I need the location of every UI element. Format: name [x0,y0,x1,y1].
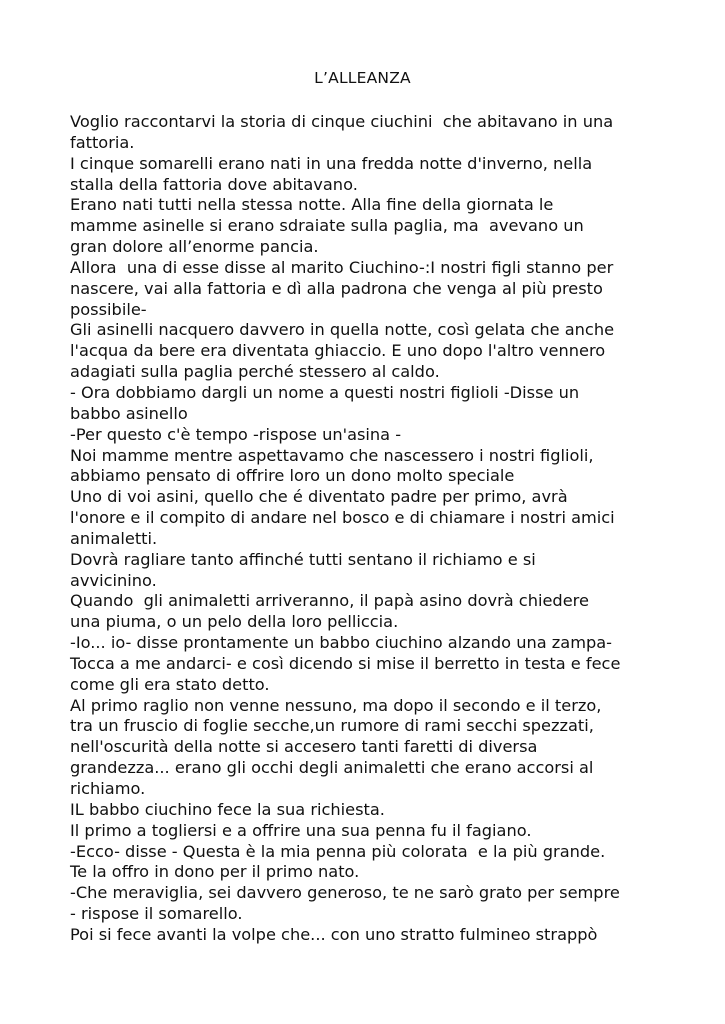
text-line: stalla della fattoria dove abitavano. [70,174,358,194]
text-line: - Ora dobbiamo dargli un nome a questi nostri figlioli -Disse un [70,382,580,402]
text-line: babbo asinello [70,403,188,423]
text-line: Poi si fece avanti la volpe che... con uno stratto fulmineo strappò [70,924,598,944]
text-line: adagiati sulla paglia perché stessero al caldo. [70,362,440,382]
text-line: -Che meraviglia, sei davvero generoso, te ne sarò grato per sempre [70,883,620,903]
document-title: L’ALLEANZA [314,69,411,87]
text-line: animaletti. [70,528,158,548]
text-line: grandezza... erano gli occhi degli animaletti che erano accorsi al [70,758,594,778]
text-line: Uno di voi asini, quello che é diventato padre per primo, avrà [70,487,568,507]
text-line: -Ecco- disse - Questa è la mia penna più colorata e la più grande. [70,841,606,861]
text-line: gran dolore all’enorme pancia. [70,237,319,257]
text-line: -Per questo c'è tempo -rispose un'asina - [70,424,402,444]
text-line: I cinque somarelli erano nati in una fredda notte d'inverno, nella [70,153,593,173]
text-line: - rispose il somarello. [70,904,243,924]
text-line: una piuma, o un pelo della loro pelliccia. [70,612,399,632]
text-line: possibile- [70,299,147,319]
text-line: Al primo raglio non venne nessuno, ma dopo il secondo e il terzo, [70,695,602,715]
text-line: Dovrà ragliare tanto affinché tutti sentano il richiamo e si [70,549,536,569]
text-line: tra un fruscio di foglie secche,un rumore di rami secchi spezzati, [70,716,594,736]
text-line: richiamo. [70,779,146,798]
text-line: come gli era stato detto. [70,674,270,694]
text-line: nascere, vai alla fattoria e dì alla padrona che venga al più presto [70,278,603,298]
text-line: Voglio raccontarvi la storia di cinque ciuchini che abitavano in una [70,112,614,131]
text-line: abbiamo pensato di offrire loro un dono molto speciale [70,466,515,486]
text-line: l'onore e il compito di andare nel bosco e di chiamare i nostri amici [70,508,615,528]
text-line: nell'oscurità della notte si accesero tanti faretti di diversa [70,737,538,757]
text-line: Allora una di esse disse al marito Ciuchino-:I nostri figli stanno per [70,257,614,277]
text-line: avvicinino. [70,570,157,590]
text-line: Gli asinelli nacquero davvero in quella notte, così gelata che anche [70,320,615,340]
text-line: IL babbo ciuchino fece la sua richiesta. [70,799,385,819]
text-line: -Io... io- disse prontamente un babbo ciuchino alzando una zampa- [70,633,612,653]
text-line: Tocca a me andarci- e così dicendo si mise il berretto in testa e fece [70,653,621,673]
text-line: fattoria. [70,132,135,152]
text-line: Te la offro in dono per il primo nato. [70,862,360,882]
text-line: mamme asinelle si erano sdraiate sulla paglia, ma avevano un [70,216,584,236]
text-line: Quando gli animaletti arriveranno, il papà asino dovrà chiedere [70,591,589,611]
text-line: Erano nati tutti nella stessa notte. Alla fine della giornata le [70,195,554,215]
text-line: Noi mamme mentre aspettavamo che nascessero i nostri figlioli, [70,445,594,465]
text-line: Il primo a togliersi e a offrire una sua penna fu il fagiano. [70,820,532,840]
document-body [70,112,690,946]
text-line: l'acqua da bere era diventata ghiaccio. E uno dopo l'altro vennero [70,341,606,361]
